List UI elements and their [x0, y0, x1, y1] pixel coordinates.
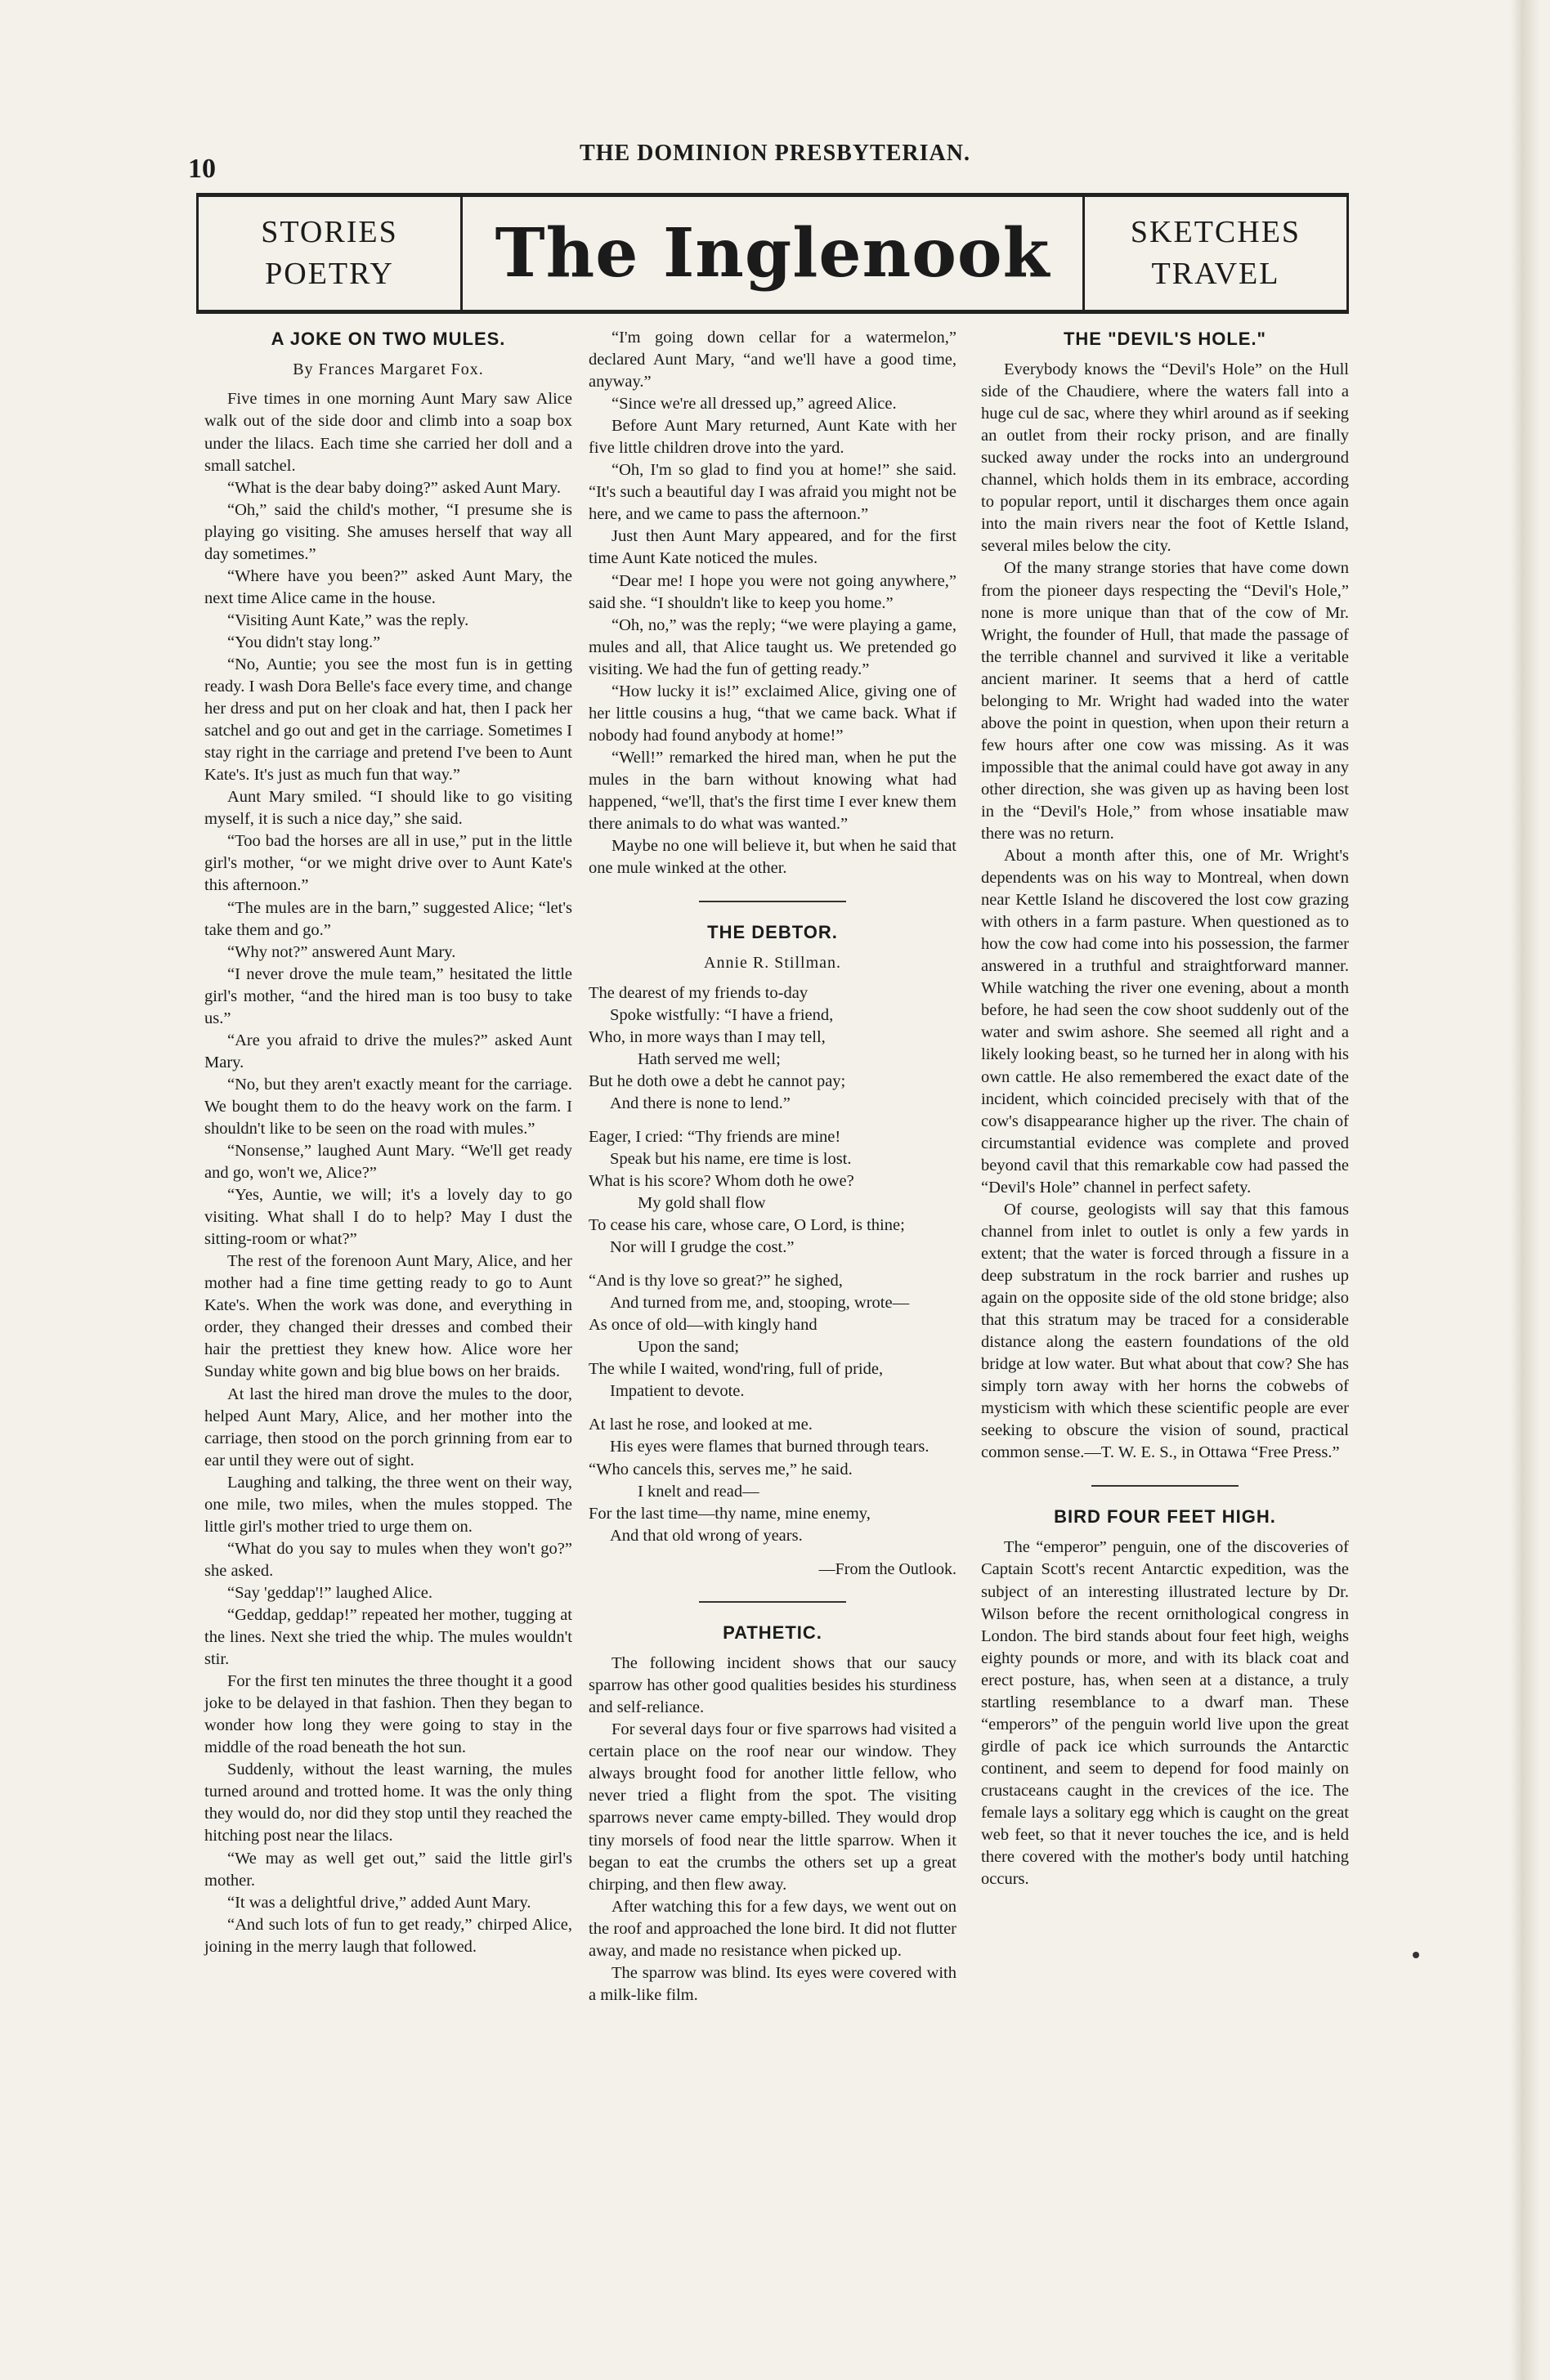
poem-stanza — [589, 1270, 956, 1402]
article-body — [204, 388, 572, 1957]
paragraph: Before Aunt Mary returned, Aunt Kate with her five little children drove into the yard. — [589, 417, 956, 458]
masthead-left-line-1: STORIES — [261, 214, 398, 249]
poem-line: His eyes were flames that burned through tears. — [610, 1438, 930, 1456]
paragraph: “Where have you been?” asked Aunt Mary, the next time Alice came in the house. — [204, 566, 572, 607]
masthead-right — [1082, 197, 1346, 310]
paragraph: “Are you afraid to drive the mules?” asked Aunt Mary. — [204, 1031, 572, 1071]
paragraph: Aunt Mary smiled. “I should like to go visiting myself, it is such a nice day,” she said. — [204, 788, 572, 829]
paragraph: “Nonsense,” laughed Aunt Mary. “We'll get ready and go, won't we, Alice?” — [204, 1142, 572, 1183]
poem-line: “And is thy love so great?” he sighed, — [589, 1272, 843, 1291]
paragraph: “Since we're all dressed up,” agreed Alice. — [611, 395, 897, 414]
paragraph: “Geddap, geddap!” repeated her mother, tugging at the lines. Next she tried the whip. The mules wouldn't stir. — [204, 1606, 572, 1669]
paragraph: “No, but they aren't exactly meant for the carriage. We bought them to do the heavy work on the farm. I shouldn't like to be seen on the road with mules.” — [204, 1075, 572, 1138]
paragraph: “How lucky it is!” exclaimed Alice, giving one of her little cousins a hug, “that we came back. What if nobody had found anybody at home!” — [589, 682, 956, 745]
poem-source: —From the Outlook. — [818, 1559, 956, 1578]
poem-line: “Who cancels this, serves me,” he said. — [589, 1460, 853, 1479]
paragraph: “Yes, Auntie, we will; it's a lovely day to go visiting. What shall I do to help? May I dust the sitting-room or what?” — [204, 1186, 572, 1249]
paragraph: “It was a delightful drive,” added Aunt Mary. — [227, 1893, 531, 1912]
paragraph: “I'm going down cellar for a watermelon,” declared Aunt Mary, “and we'll have a good time, anyway.” — [589, 329, 956, 391]
column-3 — [981, 327, 1349, 1890]
paragraph: About a month after this, one of Mr. Wright's dependents was on his way to Montreal, when down near Kettle Island he discovered the lost cow grazing with others in a farm pasture. When questioned as to how the cow had come into his possession, the farmer answered in a truthful and straightforward manner. While watching the river one evening, about a month before, he had seen the cow shoot suddenly out of the water and swim ashore. She seemed all right and a likely looking beast, so he turned her in along with his own cattle. He also remembered the exact date of the incident, which coincided precisely with that of the cow's disappearance higher up the river. The chain of circumstantial evidence was complete and proved beyond cavil that this remarkable cow had passed the “Devil's Hole” channel in perfect safety. — [981, 847, 1349, 1197]
paragraph: At last the hired man drove the mules to the door, helped Aunt Mary, Alice, and her mother into the carriage, then stood on the porch grinning from ear to ear until they were out of sight. — [204, 1385, 572, 1470]
poem-stanza — [589, 1126, 956, 1259]
poem-line: The while I waited, wond'ring, full of pride, — [589, 1360, 884, 1379]
masthead-left-line-2: POETRY — [265, 257, 394, 291]
paragraph: “I never drove the mule team,” hesitated the little girl's mother, “and the hired man is too busy to take us.” — [204, 964, 572, 1027]
poem-body — [589, 982, 956, 1547]
paragraph: “You didn't stay long.” — [227, 633, 381, 651]
running-head: THE DOMINION PRESBYTERIAN. — [580, 141, 970, 166]
paragraph: Everybody knows the “Devil's Hole” on the Hull side of the Chaudiere, where the waters fall into a huge cul de sac, where they whirl around as if seeking an outlet from their rocky prison, and are finally sucked away under the rocks into an underground channel, which holds them in its embrace, according to popular report, until it discharges them once again into the main rivers near the foot of Kettle Island, several miles below the city. — [981, 360, 1349, 556]
paragraph: Five times in one morning Aunt Mary saw Alice walk out of the side door and climb into a soap box under the lilacs. Each time she carried her doll and a small satchel. — [204, 390, 572, 475]
poem-line: And turned from me, and, stooping, wrote— — [610, 1294, 910, 1313]
paragraph: “Oh, no,” was the reply; “we were playing a game, mules and all, that Alice taught us. We pretended go visiting. We had the fun of getting ready.” — [589, 615, 956, 678]
poem-line: Who, in more ways than I may tell, — [589, 1027, 826, 1046]
paragraph: “What do you say to mules when they won't go?” she asked. — [204, 1539, 572, 1580]
paragraph: “And such lots of fun to get ready,” chirped Alice, joining in the merry laugh that followed. — [204, 1915, 572, 1956]
paragraph: “Visiting Aunt Kate,” was the reply. — [227, 611, 469, 629]
poem-byline: Annie R. Stillman. — [704, 954, 841, 973]
paragraph: “We may as well get out,” said the little girl's mother. — [204, 1849, 572, 1890]
paragraph: The “emperor” penguin, one of the discoveries of Captain Scott's recent Antarctic expedition, was the subject of an interesting illustrated lecture by Dr. Wilson before the recent ornithological congress in London. The bird stands about four feet high, weighs eighty pounds or more, and with its black coat and erect posture, has, when seen at a distance, a truly startling resemblance to a dwarf man. These “emperors” of the penguin world live upon the great girdle of pack ice which surrounds the Antarctic continent, and seem to depend for food mainly on crustaceans caught in the crevices of the ice. The female lays a solitary egg which is caught on the great web feet, so that it never touches the ice, and is held there covered with the mother's body until hatching occurs. — [981, 1538, 1349, 1889]
poem-line: Upon the sand; — [638, 1338, 740, 1357]
bird-body — [981, 1537, 1349, 1890]
paragraph: Suddenly, without the least warning, the mules turned around and trotted home. It was the only thing they would do, nor did they stop until they reached the hitching post near the lilacs. — [204, 1760, 572, 1845]
page-edge-shadow — [1511, 0, 1540, 2380]
poem-line: I knelt and read— — [638, 1482, 759, 1501]
bird-headline: BIRD FOUR FEET HIGH. — [1054, 1506, 1276, 1528]
masthead-right-line-2: TRAVEL — [1151, 257, 1280, 291]
print-speck — [1413, 1952, 1419, 1958]
poem-line: But he doth owe a debt he cannot pay; — [589, 1071, 846, 1090]
pathetic-headline: PATHETIC. — [723, 1622, 822, 1644]
masthead-right-line-1: SKETCHES — [1130, 214, 1301, 249]
pathetic-body — [589, 1653, 956, 2006]
paragraph: Just then Aunt Mary appeared, and for the first time Aunt Kate noticed the mules. — [589, 527, 956, 568]
column-divider-rule — [1091, 1485, 1239, 1487]
poem-line: Speak but his name, ere time is lost. — [610, 1149, 852, 1168]
paragraph: Laughing and talking, the three went on their way, one mile, two miles, when the mules stopped. The little girl's mother tried to urge them on. — [204, 1473, 572, 1536]
poem-line: Eager, I cried: “Thy friends are mine! — [589, 1127, 841, 1146]
poem-line: My gold shall flow — [638, 1194, 766, 1213]
poem-stanza — [589, 982, 956, 1115]
poem-line: And there is none to lend.” — [610, 1094, 791, 1112]
paragraph: The rest of the forenoon Aunt Mary, Alice, and her mother had a fine time getting ready to go to Aunt Kate's. When the work was done, and everything in order, they changed their dresses and combed their hair the prettiest they knew how. Alice wore her Sunday white gown and big blue bows on her braids. — [204, 1252, 572, 1381]
paragraph: “Why not?” answered Aunt Mary. — [227, 942, 456, 961]
poem-line: To cease his care, whose care, O Lord, is thine; — [589, 1216, 905, 1235]
poem-stanza — [589, 1414, 956, 1546]
poem-line: And that old wrong of years. — [610, 1526, 803, 1545]
paragraph: “Oh, I'm so glad to find you at home!” she said. “It's such a beautiful day I was afraid you might not be here, and we came to pass the afternoon.” — [589, 461, 956, 524]
paragraph: For several days four or five sparrows had visited a certain place on the roof near our window. They always brought food for another little fellow, who never tried a flight from the spot. The visiting sparrows never came empty-billed. They would drop tiny morsels of food near the little sparrow. When it began to eat the crumbs the others set up a great chirping, and then flew away. — [589, 1720, 956, 1894]
poem-line: As once of old—with kingly hand — [589, 1316, 818, 1335]
paragraph: “Dear me! I hope you were not going anywhere,” said she. “I shouldn't like to keep you home.” — [589, 571, 956, 612]
paragraph: “Oh,” said the child's mother, “I presume she is playing go visiting. She amuses herself that way all day sometimes.” — [204, 500, 572, 563]
poem-line: Hath served me well; — [638, 1049, 781, 1068]
paragraph: “No, Auntie; you see the most fun is in getting ready. I wash Dora Belle's face every time, and change her dress and put on her cloak and hat, then I pack her satchel and go out and get in the carriage. Sometimes I stay right in the carriage and pretend I've been to Aunt Kate's. It's just as much fun that way.” — [204, 655, 572, 785]
article-body-continued — [589, 327, 956, 879]
section-masthead — [196, 193, 1349, 314]
paragraph: “Well!” remarked the hired man, when he put the mules in the barn without knowing what had happened, “we'll, that's the first time I ever knew them there animals to do what was wanted.” — [589, 748, 956, 834]
article-headline: A JOKE ON TWO MULES. — [271, 329, 506, 349]
poem-line: The dearest of my friends to-day — [589, 983, 809, 1002]
paragraph: “What is the dear baby doing?” asked Aunt Mary. — [227, 478, 561, 497]
devils-hole-headline: THE "DEVIL'S HOLE." — [1063, 329, 1266, 349]
poem-headline: THE DEBTOR. — [707, 922, 838, 943]
paragraph: “Say 'geddap'!” laughed Alice. — [227, 1583, 433, 1602]
column-1 — [204, 327, 572, 1958]
page-number: 10 — [188, 154, 216, 184]
column-divider-rule — [699, 1601, 846, 1603]
poem-line: What is his score? Whom doth he owe? — [589, 1171, 854, 1190]
paragraph: The sparrow was blind. Its eyes were covered with a milk-like film. — [589, 1963, 956, 2004]
poem-line: At last he rose, and looked at me. — [589, 1416, 813, 1434]
column-divider-rule — [699, 901, 846, 902]
paragraph: After watching this for a few days, we went out on the roof and approached the lone bird. It did not flutter away, and made no resistance when picked up. — [589, 1897, 956, 1960]
paragraph: The following incident shows that our saucy sparrow has other good qualities besides his sturdiness and self-reliance. — [589, 1654, 956, 1717]
masthead-title: The Inglenook — [495, 214, 1051, 293]
masthead-left — [199, 197, 463, 310]
paragraph: “Too bad the horses are all in use,” put in the little girl's mother, “or we might drive over to Aunt Kate's this afternoon.” — [204, 832, 572, 895]
devils-hole-body — [981, 359, 1349, 1464]
poem-line: For the last time—thy name, mine enemy, — [589, 1504, 871, 1523]
paragraph: “The mules are in the barn,” suggested Alice; “let's take them and go.” — [204, 898, 572, 939]
article-byline: By Frances Margaret Fox. — [293, 360, 484, 379]
paragraph: For the first ten minutes the three thought it a good joke to be delayed in that fashion. Then they began to wonder how long they were going to stay in the middle of the road beneath the hot sun. — [204, 1672, 572, 1757]
paragraph: Of the many strange stories that have come down from the pioneer days respecting the “Devil's Hole,” none is more unique than that of the cow of Mr. Wright, the founder of Hull, that made the passage of the terrible channel and survived it like a veritable ancient mariner. It seems that a herd of cattle belonging to Mr. Wright had waded into the water above the point in question, when upon their return a few hours after one cow was missing. As it was impossible that the animal could have got away in any other direction, she was given up as having been lost in the “Devil's Hole,” from whose insatiable maw there was no return. — [981, 559, 1349, 843]
column-2 — [589, 327, 956, 2006]
poem-line: Impatient to devote. — [610, 1382, 745, 1401]
poem-line: Nor will I grudge the cost.” — [610, 1238, 795, 1257]
poem-line: Spoke wistfully: “I have a friend, — [610, 1005, 834, 1024]
paragraph: Maybe no one will believe it, but when he said that one mule winked at the other. — [589, 837, 956, 878]
paragraph: Of course, geologists will say that this famous channel from inlet to outlet is only a few yards in extent; that the water is forced through a fissure in a deep substratum in the rock barrier and rushes up again on the opposite side of the old stone bridge; also that this stratum may be traced for a considerable distance along the eastern foundations of the old bridge at low water. But what about that cow? She has simply torn away with her horns the cobwebs of mysticism with which these scientific people are ever seeking to obscure the vision of sound, practical common sense.—T. W. E. S., in Ottawa “Free Press.” — [981, 1200, 1349, 1462]
